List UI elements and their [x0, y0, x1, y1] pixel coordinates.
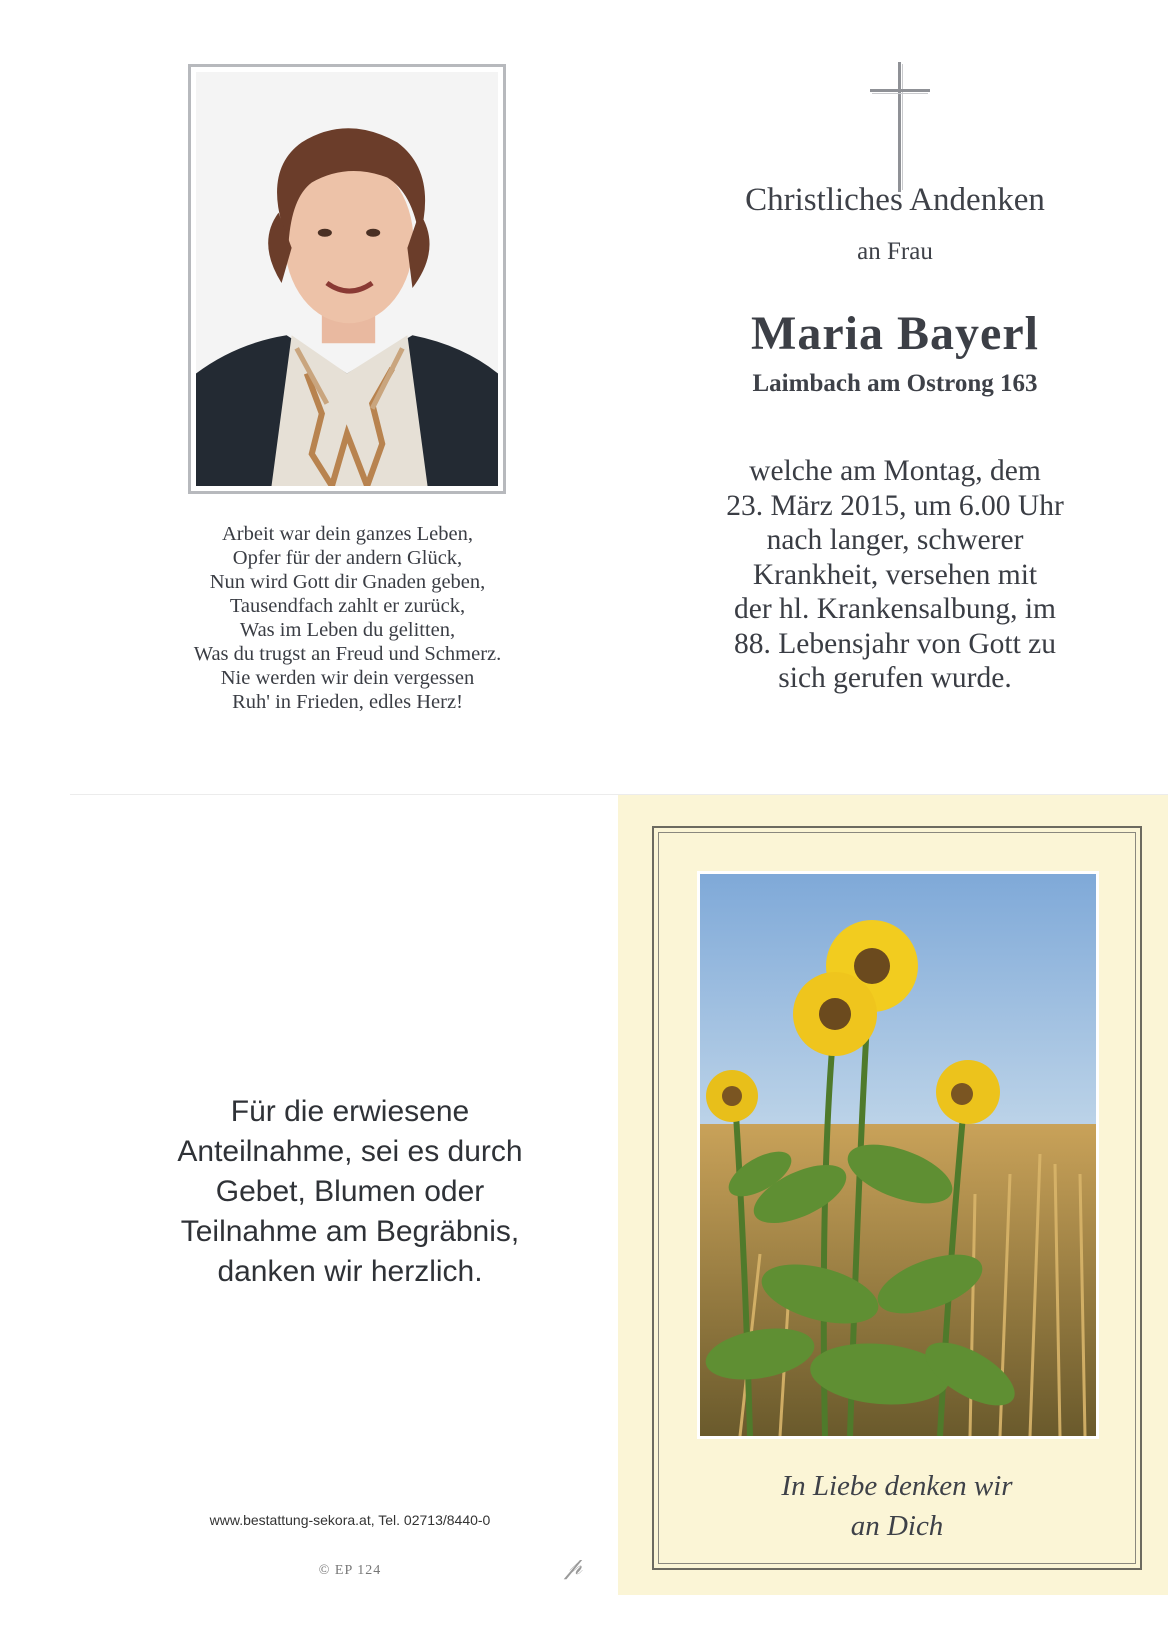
product-code: © EP 124 [318, 1563, 382, 1578]
portrait-illustration [196, 72, 498, 486]
portrait-photo [188, 64, 506, 494]
card-message-line: an Dich [850, 1510, 944, 1542]
deceased-name: Maria Bayerl [751, 307, 1039, 360]
thanks-line: danken wir herzlich. [217, 1255, 483, 1288]
sunflower-illustration [700, 874, 1096, 1436]
card-message [658, 1466, 1136, 1546]
poem-line: Arbeit war dein ganzes Leben, [221, 523, 473, 545]
deceased-address: Laimbach am Ostrong 163 [752, 370, 1038, 397]
thanks-line: Für die erwiesene [230, 1095, 470, 1128]
thanks-line: Anteilnahme, sei es durch [177, 1135, 523, 1168]
poem-line: Was du trugst an Freud und Schmerz. [193, 643, 502, 665]
memorial-poem [110, 522, 585, 714]
salutation: an Frau [857, 238, 933, 265]
cross-icon [866, 62, 934, 192]
poem-line: Ruh' in Frieden, edles Herz! [232, 691, 463, 713]
sunflower-photo [697, 871, 1099, 1439]
announcement-text [660, 454, 1130, 696]
card-message-line: In Liebe denken wir [781, 1470, 1013, 1502]
thanks-line: Teilnahme am Begräbnis, [180, 1215, 520, 1248]
announcement-line: Krankheit, versehen mit [752, 558, 1038, 591]
poem-line: Opfer für der andern Glück, [232, 547, 463, 569]
poem-line: Tausendfach zahlt er zurück, [229, 595, 466, 617]
announcement-line: der hl. Krankensalbung, im [734, 593, 1056, 625]
poem-line: Nun wird Gott dir Gnaden geben, [209, 571, 486, 593]
thanks-line: Gebet, Blumen oder [215, 1175, 485, 1208]
poem-line: Nie werden wir dein vergessen [220, 667, 475, 689]
thank-you-text [110, 1092, 590, 1292]
announcement-line: 23. März 2015, um 6.00 Uhr [726, 489, 1064, 522]
announcement-line: welche am Montag, dem [749, 455, 1041, 487]
announcement-heading: Christliches Andenken [745, 182, 1045, 218]
announcement-line: nach langer, schwerer [766, 524, 1024, 556]
poem-line: Was im Leben du gelitten, [239, 619, 456, 641]
announcement-line: sich gerufen wurde. [778, 662, 1012, 694]
signature-mark: 𝓅 [565, 1554, 583, 1580]
funeral-home-contact: www.bestattung-sekora.at, Tel. 02713/8440-0 [209, 1512, 491, 1528]
announcement-line: 88. Lebensjahr von Gott zu [734, 627, 1056, 660]
